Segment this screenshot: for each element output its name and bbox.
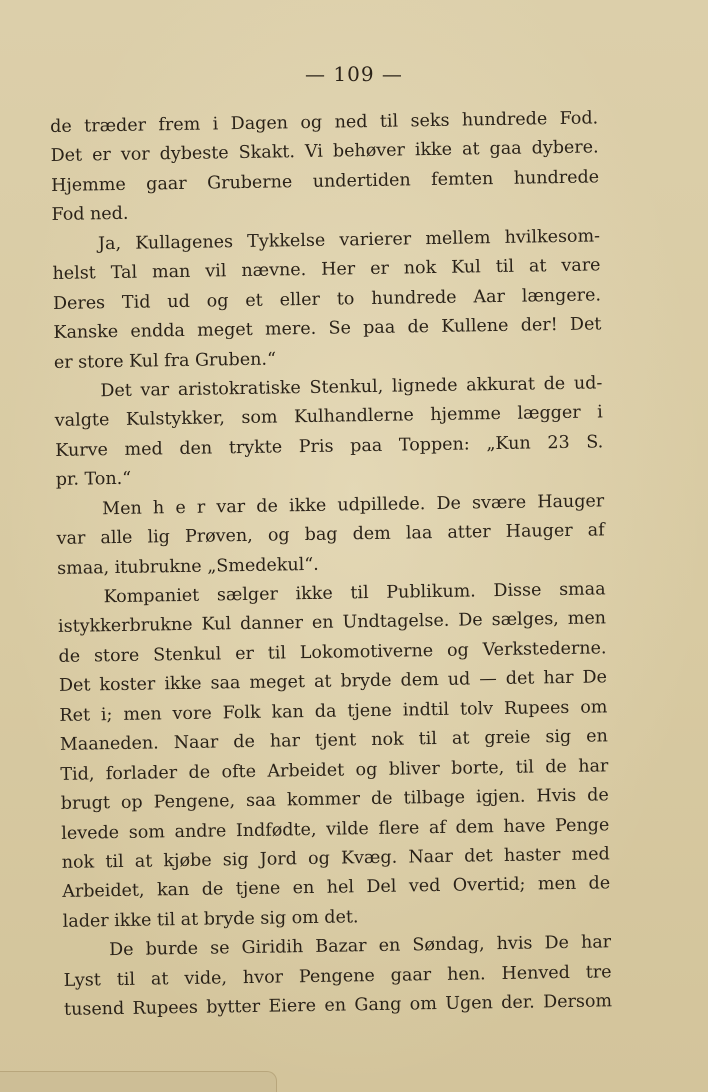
text-line: Ret i; men vore Folk kan da tjene indtil tolv Rupees om [59, 697, 608, 726]
text-line: levede som andre Indfødte, vilde flere af dem have Penge [61, 814, 610, 844]
text-line: Lyst til at vide, hvor Pengene gaar hen. Henved tre [63, 961, 612, 991]
text-line: Det koster ikke saa meget at bryde dem ud — det har De [58, 667, 608, 697]
text-line: Kanske endda meget mere. Se paa de Kullene der! Det [53, 314, 602, 344]
text-line: nok til at kjøbe sig Jord og Kvæg. Naar det haster med [61, 844, 610, 873]
text-line: var alle lig Prøven, og bag dem laa atter Hauger af [56, 520, 605, 550]
text-line: de store Stenkul er til Lokomotiverne og Verkstederne. [58, 638, 607, 667]
text-line: de træder frem i Dagen og ned til seks hundrede Fod. [50, 108, 599, 137]
text-line: Fod ned. [51, 204, 129, 226]
text-line: tusend Rupees bytter Eiere en Gang om Ugen der. Dersom [63, 991, 613, 1021]
text-line: Men h e r var de ikke udpillede. De svære Hauger [102, 491, 605, 519]
text-line: Arbeidet, kan de tjene en hel Del ved Overtid; men de [62, 873, 611, 903]
text-line: pr. Ton.“ [55, 469, 132, 491]
text-line: smaa, itubrukne „Smedekul“. [56, 554, 319, 579]
text-line: Tid, forlader de ofte Arbeidet og bliver borte, til de har [60, 755, 609, 785]
text-line: Deres Tid ud og et eller to hundrede Aar længere. [52, 284, 602, 314]
text-line: Hjemme gaar Gruberne undertiden femten hundrede [50, 167, 600, 196]
text-line: Kurve med den trykte Pris paa Toppen: „Kun 23 S. [55, 432, 604, 461]
text-line: istykkerbrukne Kul danner en Undtagelse. De sælges, men [57, 608, 607, 638]
page-edge-mark [0, 1071, 277, 1092]
text-line: helst Tal man vil nævne. Her er nok Kul til at vare [52, 255, 601, 285]
text-line: Det var aristokratiske Stenkul, lignede akkurat de ud- [100, 373, 603, 402]
text-line: Det er vor dybeste Skakt. Vi behøver ikke at gaa dybere. [50, 137, 599, 167]
text-line: Kompaniet sælger ikke til Publikum. Disse smaa [103, 579, 606, 608]
text-line: brugt op Pengene, saa kommer de tilbage igjen. Hvis de [60, 785, 609, 814]
text-line: Ja, Kullagenes Tykkelse varierer mellem hvilkesom- [97, 226, 601, 255]
text-line: De burde se Giridih Bazar en Søndag, hvis De har [109, 932, 612, 961]
text-line: lader ikke til at bryde sig om det. [62, 907, 359, 932]
page-number: — 109 — [305, 62, 403, 86]
text-line: Maaneden. Naar de har tjent nok til at greie sig en [59, 726, 609, 756]
text-line: valgte Kulstykker, som Kulhandlerne hjemme lægger i [54, 402, 603, 432]
text-line: er store Kul fra Gruben.“ [53, 348, 277, 373]
body-text [50, 104, 612, 1025]
